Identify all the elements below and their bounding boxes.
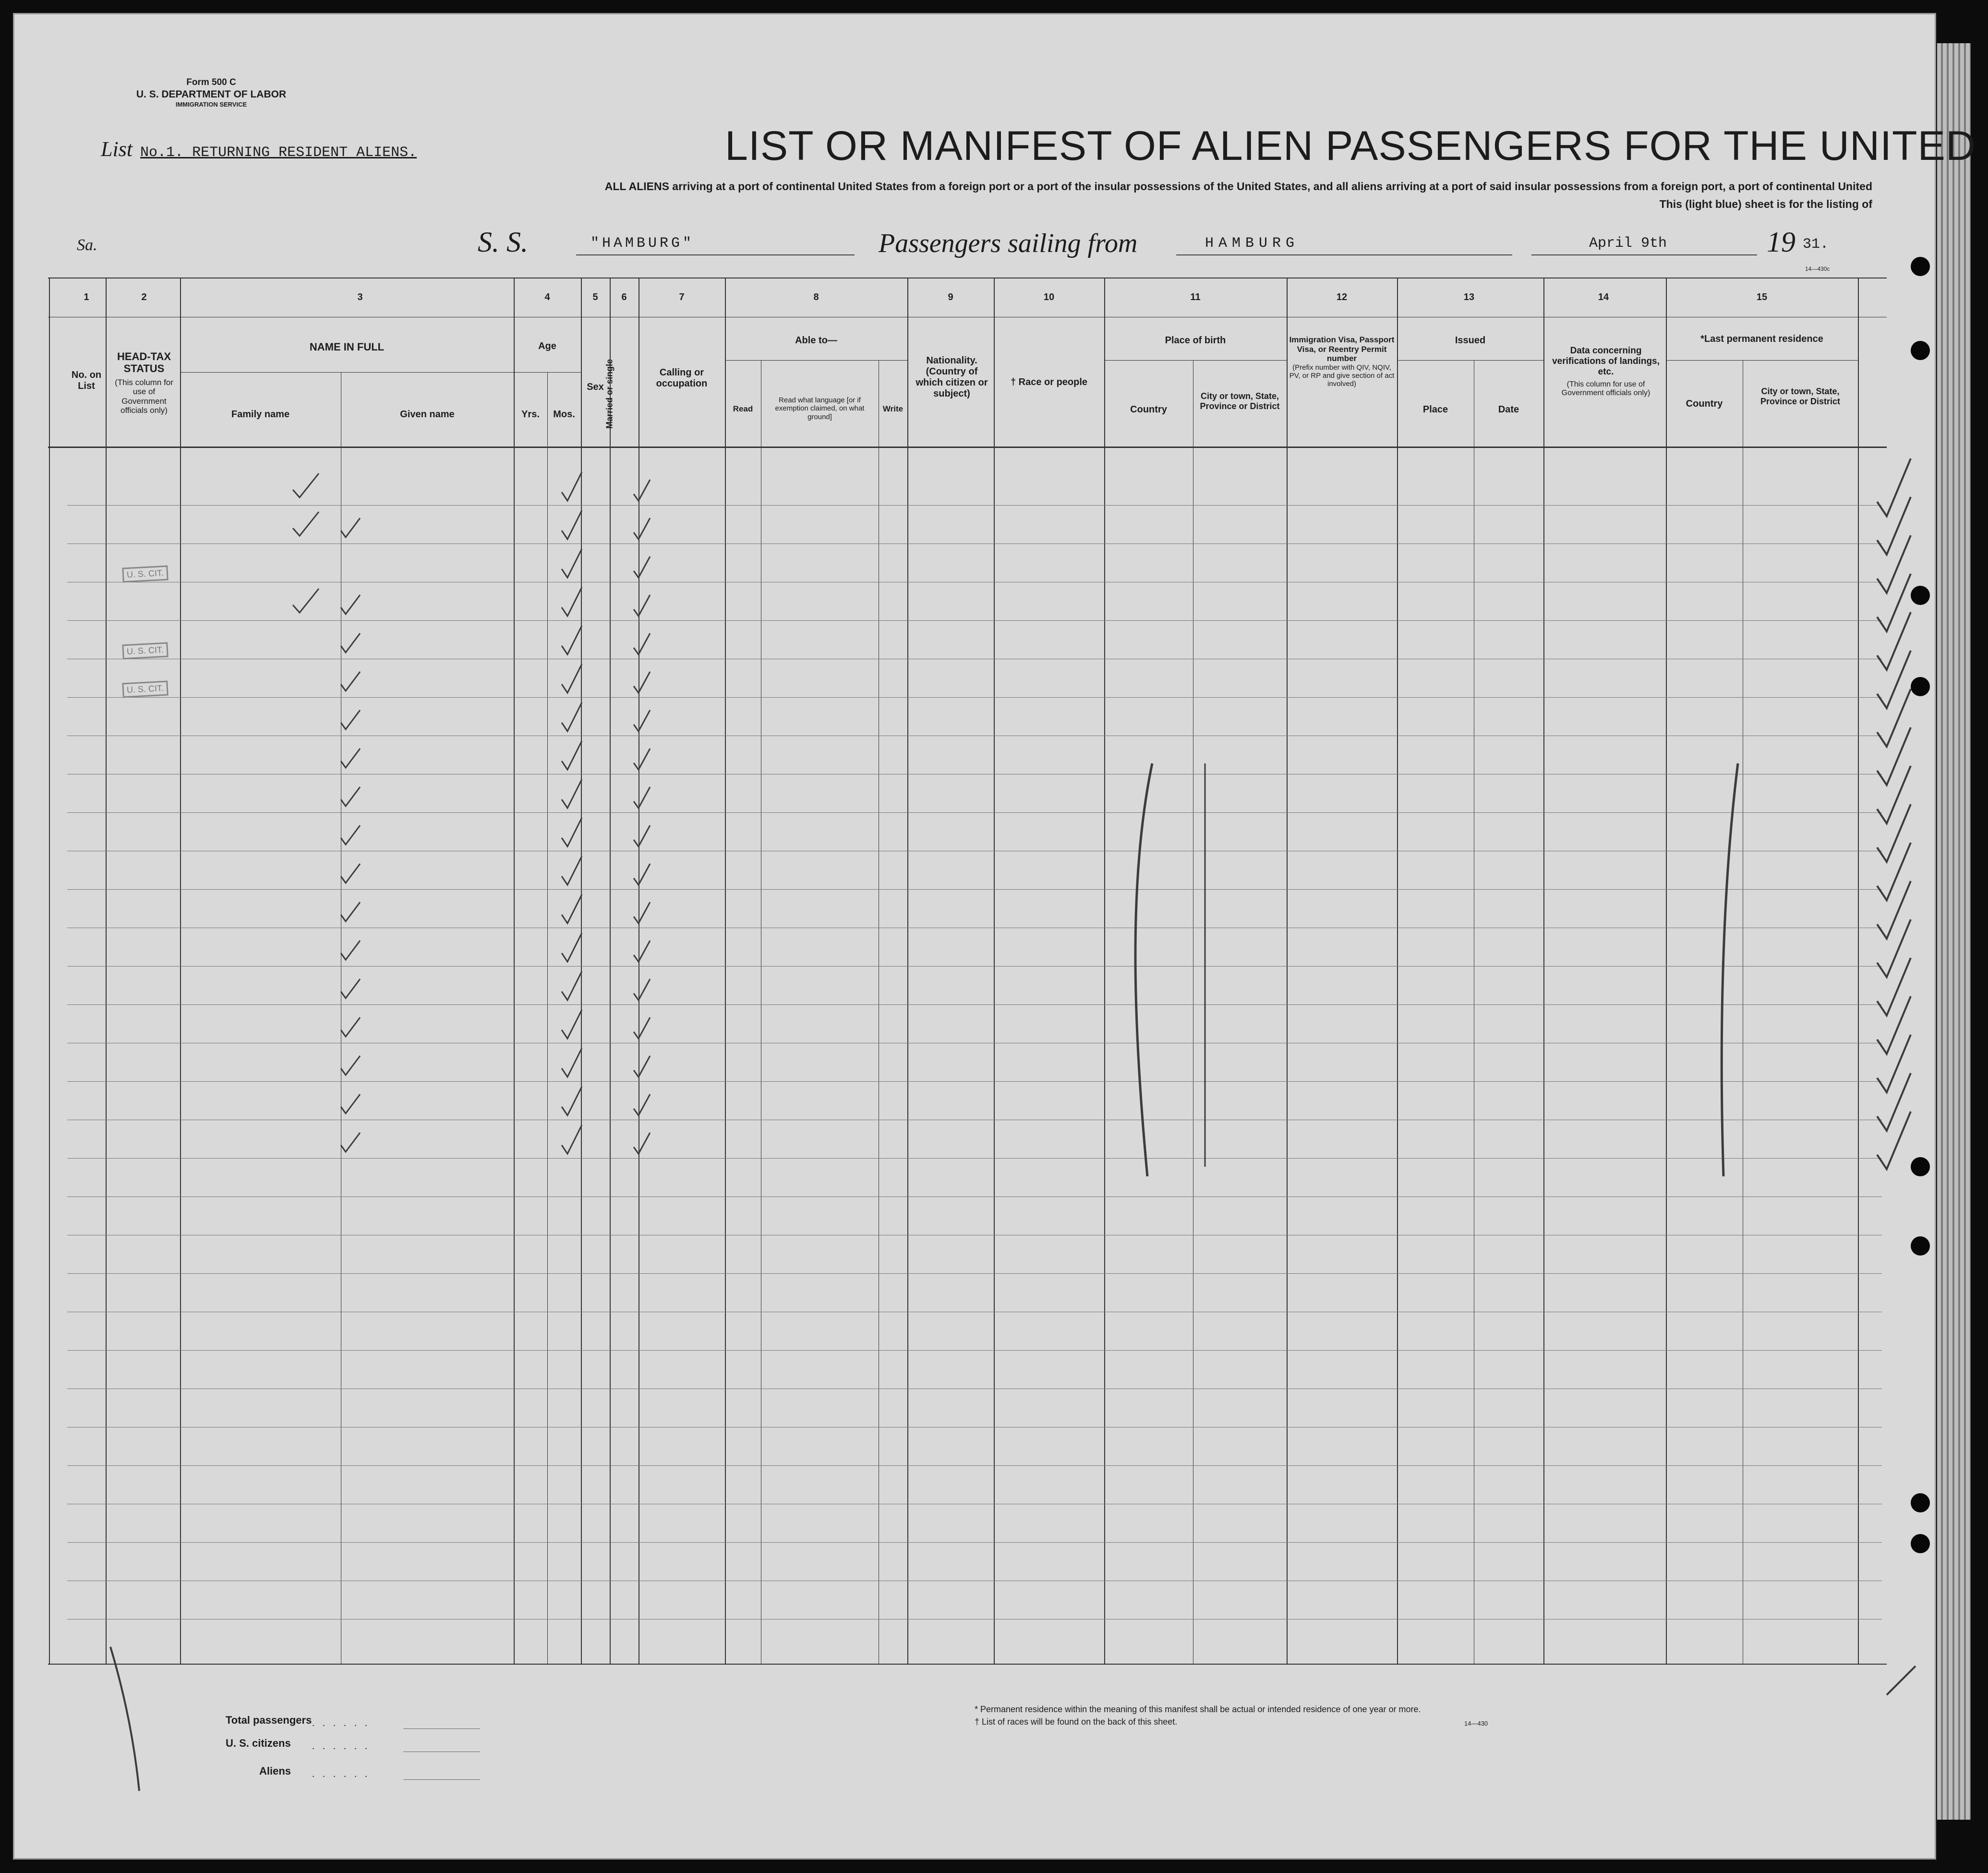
check-icon xyxy=(562,1087,582,1115)
hdr-mos: Mos. xyxy=(553,409,575,420)
ss-label: S. S. xyxy=(478,226,528,258)
hdr-calling: Calling or occupation xyxy=(656,367,708,389)
margin-stroke-icon xyxy=(1887,1666,1916,1695)
check-icon xyxy=(341,1094,360,1113)
print-code-top: 14—430c xyxy=(1805,266,1830,272)
colnum-6: 6 xyxy=(621,292,627,302)
hdr-yrs: Yrs. xyxy=(521,409,540,420)
check-icon xyxy=(341,902,360,921)
footer-dots: . . . . . . xyxy=(312,1718,370,1728)
check-icon xyxy=(634,864,650,885)
check-icon xyxy=(341,518,360,537)
list-line xyxy=(101,137,417,161)
check-icon xyxy=(562,510,582,539)
check-icon xyxy=(562,664,582,693)
check-icon xyxy=(634,749,650,770)
hdr-race: † Race or people xyxy=(1010,377,1088,387)
hdr-visa-title: Immigration Visa, Passport Visa, or Reentry Permit number xyxy=(1289,335,1395,363)
check-icon xyxy=(634,480,650,501)
footer-note-residence: * Permanent residence within the meaning of this manifest shall be actual or intended residence of one year or more. xyxy=(975,1704,1421,1714)
check-icon xyxy=(634,556,650,578)
check-icon xyxy=(634,672,650,693)
colnum-15: 15 xyxy=(1756,292,1768,302)
form-number: Form 500 C xyxy=(186,77,236,87)
sa-label: Sa. xyxy=(77,236,97,254)
sailing-label: Passengers sailing from xyxy=(879,229,1138,258)
hdr-verif-note: (This column for use of Government officials only) xyxy=(1561,380,1651,397)
hdr-birth-city: City or town, State, Province or District xyxy=(1200,391,1280,411)
check-icon xyxy=(634,1017,650,1039)
row-rule xyxy=(67,1158,1882,1159)
hdr-head-tax xyxy=(110,350,178,415)
list-label: List xyxy=(101,137,133,161)
punch-hole xyxy=(1911,257,1930,276)
check-icon xyxy=(562,1125,582,1154)
punch-hole xyxy=(1911,1157,1930,1176)
check-icon xyxy=(1877,727,1911,785)
check-icon xyxy=(1877,1035,1911,1092)
check-icon xyxy=(634,902,650,923)
sailing-date: April 9th xyxy=(1589,235,1667,252)
hdr-sex: Sex xyxy=(587,382,604,392)
hdr-age: Age xyxy=(538,341,556,351)
check-icon xyxy=(562,741,582,770)
footer-citizens-label: U. S. citizens xyxy=(226,1737,291,1749)
hdr-visa xyxy=(1289,335,1395,388)
check-icon xyxy=(293,589,319,613)
able-subheader-line xyxy=(725,360,907,361)
col-line xyxy=(907,278,908,1664)
footer-aliens-label: Aliens xyxy=(259,1765,291,1777)
colnum-7: 7 xyxy=(679,292,685,302)
name-subheader-line xyxy=(180,372,514,373)
check-icon xyxy=(1877,958,1911,1015)
check-icon xyxy=(562,856,582,885)
hdr-head-tax-note: (This column for use of Government officials only) xyxy=(115,377,173,415)
year-prefix: 19 xyxy=(1767,226,1795,258)
check-icon xyxy=(341,672,360,691)
col-line xyxy=(610,278,611,1664)
hdr-write: Write xyxy=(882,404,904,413)
ditto-line-icon xyxy=(1722,763,1738,1176)
check-icon xyxy=(341,710,360,729)
check-icon xyxy=(1877,919,1911,977)
col-line xyxy=(1104,278,1105,1664)
check-icon xyxy=(1877,689,1911,747)
check-icon xyxy=(562,933,582,962)
us-citizen-stamp: U. S. CIT. xyxy=(122,566,169,583)
instructions-line-2: This (light blue) sheet is for the listing of xyxy=(1659,198,1872,210)
check-icon xyxy=(562,779,582,808)
hdr-able-to: Able to— xyxy=(795,335,837,346)
colnum-4: 4 xyxy=(544,292,550,302)
row-rule xyxy=(67,620,1882,621)
row-rule xyxy=(67,966,1882,967)
punch-hole xyxy=(1911,1534,1930,1553)
check-icon xyxy=(293,512,319,536)
punch-hole xyxy=(1911,341,1930,360)
age-subheader-line xyxy=(514,372,581,373)
hdr-verif xyxy=(1548,346,1663,398)
birth-subheader-line xyxy=(1104,360,1287,361)
punch-hole xyxy=(1911,1236,1930,1256)
punch-hole xyxy=(1911,677,1930,696)
colnum-1: 1 xyxy=(84,292,89,302)
check-icon xyxy=(1877,535,1911,593)
col-line xyxy=(1858,278,1859,1664)
check-icon xyxy=(634,941,650,962)
hdr-birth-country: Country xyxy=(1130,404,1167,415)
check-icon xyxy=(1877,459,1911,516)
punch-hole xyxy=(1911,1493,1930,1512)
check-icon xyxy=(1877,996,1911,1054)
row-rule xyxy=(67,1273,1882,1274)
check-icon xyxy=(562,971,582,1000)
col-line xyxy=(1397,278,1398,1664)
hdr-last-residence: *Last permanent residence xyxy=(1700,334,1823,344)
hdr-res-city: City or town, State, Province or District xyxy=(1760,387,1841,406)
port-underline xyxy=(1176,254,1512,255)
check-icon xyxy=(562,1010,582,1039)
check-icon xyxy=(341,1056,360,1075)
check-icon xyxy=(634,825,650,846)
service-name: IMMIGRATION SERVICE xyxy=(175,101,247,108)
check-icon xyxy=(341,1017,360,1037)
footer-note-races: † List of races will be found on the back of this sheet. xyxy=(975,1717,1178,1727)
check-icon xyxy=(1877,497,1911,555)
check-icon xyxy=(1877,574,1911,631)
check-icon xyxy=(341,825,360,845)
ship-underline xyxy=(576,254,855,255)
colnum-11: 11 xyxy=(1190,292,1201,302)
check-icon xyxy=(341,864,360,883)
check-icon xyxy=(634,979,650,1000)
hdr-res-country: Country xyxy=(1686,399,1723,409)
col-line xyxy=(1287,278,1288,1664)
row-rule xyxy=(67,812,1882,813)
colnum-12: 12 xyxy=(1336,292,1348,302)
table-bottom-border xyxy=(48,1664,1887,1665)
colnum-8: 8 xyxy=(813,292,819,302)
ditto-line-icon xyxy=(1135,763,1152,1176)
hdr-nationality: Nationality. (Country of which citizen or subject) xyxy=(916,355,988,399)
hdr-issued-date: Date xyxy=(1498,404,1519,415)
col-line xyxy=(725,278,726,1664)
check-icon xyxy=(562,702,582,731)
checkmark-layer xyxy=(14,14,1935,1858)
check-icon xyxy=(562,472,582,501)
check-icon xyxy=(562,894,582,923)
colnum-2: 2 xyxy=(141,292,147,302)
footer-dots: . . . . . . xyxy=(312,1769,370,1779)
manifest-sheet xyxy=(14,14,1976,1858)
check-icon xyxy=(1877,766,1911,823)
col-line xyxy=(49,278,50,1664)
check-icon xyxy=(1877,804,1911,862)
check-icon xyxy=(634,633,650,654)
check-icon xyxy=(634,710,650,731)
check-icon xyxy=(1877,1112,1911,1169)
colnum-9: 9 xyxy=(948,292,953,302)
check-icon xyxy=(341,1133,360,1152)
check-icon xyxy=(562,626,582,654)
footer-blank xyxy=(403,1779,480,1780)
colnum-3: 3 xyxy=(357,292,363,302)
col-line xyxy=(1666,278,1667,1664)
col-line xyxy=(581,278,582,1664)
check-icon xyxy=(293,473,319,497)
row-rule xyxy=(67,1196,1882,1197)
check-icon xyxy=(562,549,582,578)
row-rule xyxy=(67,1081,1882,1082)
col-line xyxy=(547,372,548,1664)
residence-subheader-line xyxy=(1666,360,1858,361)
row-rule xyxy=(67,1350,1882,1351)
check-icon xyxy=(341,749,360,768)
issued-subheader-line xyxy=(1397,360,1543,361)
check-icon xyxy=(634,1056,650,1077)
check-icon xyxy=(1877,612,1911,670)
col-line xyxy=(180,278,181,1664)
col-line xyxy=(514,278,515,1664)
hdr-family-name: Family name xyxy=(231,409,290,420)
margin-stroke-icon xyxy=(110,1647,139,1791)
hdr-place-of-birth: Place of birth xyxy=(1165,335,1226,346)
hdr-read: Read xyxy=(733,404,753,413)
check-icon xyxy=(341,979,360,998)
check-icon xyxy=(634,1133,650,1154)
hdr-read-what: Read what language [or if exemption claimed, on what ground] xyxy=(775,396,865,421)
check-icon xyxy=(634,518,650,539)
hdr-no-on-list: No. on List xyxy=(71,370,102,391)
row-rule xyxy=(67,1004,1882,1005)
col-line xyxy=(106,278,107,1664)
check-icon xyxy=(341,595,360,614)
check-icon xyxy=(634,1094,650,1115)
check-icon xyxy=(1877,881,1911,939)
stacked-page-edges xyxy=(1937,43,1971,1820)
header-bottom-border xyxy=(48,447,1887,448)
row-rule xyxy=(67,1542,1882,1543)
row-rule xyxy=(67,505,1882,506)
colnum-5: 5 xyxy=(592,292,598,302)
check-icon xyxy=(634,595,650,616)
us-citizen-stamp: U. S. CIT. xyxy=(122,681,169,698)
date-underline xyxy=(1531,254,1757,255)
list-value: No.1. RETURNING RESIDENT ALIENS. xyxy=(140,145,417,161)
check-icon xyxy=(634,787,650,808)
check-icon xyxy=(562,818,582,846)
departure-port: HAMBURG xyxy=(1205,235,1300,252)
check-icon xyxy=(562,587,582,616)
hdr-name-in-full: NAME IN FULL xyxy=(309,341,385,353)
hdr-verif-title: Data concerning verifications of landings, etc. xyxy=(1552,346,1660,377)
page-title: LIST OR MANIFEST OF ALIEN PASSENGERS FOR THE UNITED xyxy=(725,123,1976,169)
us-citizen-stamp: U. S. CIT. xyxy=(122,642,169,660)
instructions-line-1: ALL ALIENS arriving at a port of continental United States from a foreign port or a port of the insular possessions of the United States, and all aliens arriving at a port of said insular possessions from a foreign port, a port of continental United xyxy=(604,180,1872,193)
footer-total-label: Total passengers xyxy=(226,1714,312,1726)
check-icon xyxy=(1877,1073,1911,1131)
row-rule xyxy=(67,889,1882,890)
check-icon xyxy=(1877,651,1911,708)
check-icon xyxy=(562,1048,582,1077)
hdr-married: Married or single xyxy=(604,359,614,429)
hdr-visa-note: (Prefix number with QIV, NQIV, PV, or RP and give section of act involved) xyxy=(1289,363,1395,388)
colnum-13: 13 xyxy=(1463,292,1475,302)
row-rule xyxy=(67,697,1882,698)
hdr-issued-place: Place xyxy=(1422,404,1448,415)
col-line xyxy=(994,278,995,1664)
check-icon xyxy=(341,941,360,960)
check-icon xyxy=(341,633,360,653)
row-rule xyxy=(67,1465,1882,1466)
form-department-block xyxy=(110,77,312,109)
punch-hole xyxy=(1911,586,1930,605)
check-icon xyxy=(341,787,360,806)
footer-dots: . . . . . . xyxy=(312,1741,370,1752)
department-name: U. S. DEPARTMENT OF LABOR xyxy=(136,88,287,100)
year-suffix: 31. xyxy=(1803,236,1829,253)
hdr-given-name: Given name xyxy=(400,409,455,420)
hdr-issued: Issued xyxy=(1455,335,1486,346)
colnum-14: 14 xyxy=(1598,292,1609,302)
hdr-head-tax-title: HEAD-TAX STATUS xyxy=(117,350,171,375)
footer-code: 14—430 xyxy=(1464,1720,1488,1727)
check-icon xyxy=(1877,843,1911,900)
footer-blank xyxy=(403,1728,480,1729)
ship-name: "HAMBURG" xyxy=(590,235,695,252)
colnum-10: 10 xyxy=(1043,292,1055,302)
col-line xyxy=(1543,278,1544,1664)
